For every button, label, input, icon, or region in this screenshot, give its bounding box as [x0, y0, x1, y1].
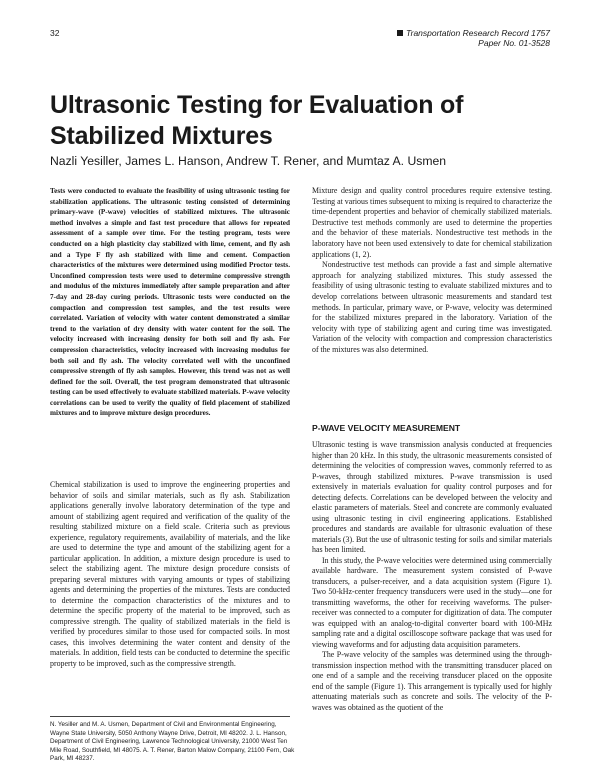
- journal-name: Transportation Research Record 1757: [406, 28, 550, 38]
- footnote-divider: [50, 716, 290, 717]
- paper-title: Ultrasonic Testing for Evaluation of Stabilized Mixtures: [50, 91, 464, 150]
- body-paragraph: Mixture design and quality control procedures require extensive testing. Testing at various times subsequent to mixing is required to characterize the time-dependent properties and behavior of chemically stabilized materials. Destructive test methods commonly are used to determine the properties and the behavior of these materials. Nondestructive test methods in the laboratory have not been used extensively to date for chemical stabilization applications (1, 2).: [312, 186, 552, 259]
- pwave-section: [312, 440, 552, 713]
- section-heading: P-WAVE VELOCITY MEASUREMENT: [312, 423, 461, 433]
- author-affiliations: N. Yesiller and M. A. Usmen, Department of Civil and Environmental Engineering, Wayne State University, 5050 Anthony Wayne Drive, Detroit, MI 48202. J. L. Hanson, Department of Civil Engineering, Lawrence Technological University, 21000 West Ten Mile Road, Southfield, MI 48075. A. T. Rener, Barton Malow Company, 21100 Fern, Oak Park, MI 48237.: [50, 721, 295, 763]
- page-number: 32: [50, 28, 60, 38]
- running-header: [397, 28, 550, 48]
- body-paragraph: Ultrasonic testing is wave transmission analysis conducted at frequencies higher than 20 kHz. In this study, the ultrasonic measurements consisted of determining the velocities of compression waves, commonly referred to as P-waves, through stabilized mixtures. P-wave transmission is used extensively in materials evaluation for quality control purposes and for detecting defects. Correlations can be developed between the velocity and elastic parameters of materials. Steel and concrete are commonly evaluated using ultrasonic testing in civil engineering applications. Established procedures and standards are available for ultrasonic evaluation of these materials (3). But the use of ultrasonic testing for soils and similar materials has been limited.: [312, 440, 552, 554]
- body-paragraph: In this study, the P-wave velocities were determined using commercially available hardware. The measurement system consisted of P-wave transducers, a pulser-receiver, and a data acquisition system (Figure 1). Two 50-kHz-center frequency transducers were used in the study—one for transmitting waveforms, the other for receiving waveforms. The pulser-receiver was connected to a computer for digitization of data. The computer was equipped with an analog-to-digital converter board with 100-MHz sampling rate and a digital oscilloscope software package that was used for viewing waveforms and for adjusting data acquisition parameters.: [312, 555, 552, 649]
- body-paragraph: Nondestructive test methods can provide a fast and simple alternative approach for analyzing stabilized mixtures. This study assessed the feasibility of using ultrasonic testing to evaluate stabilized mixtures and to develop correlations between ultrasonic measurements and standard test methods. In particular, primary wave, or P-wave, velocity was determined for the stabilized mixtures prepared in the laboratory. Variation of the velocity with type of stabilizing agent and curing time was investigated. Variation of the velocity with compaction and compression characteristics of the mixtures was also determined.: [312, 260, 552, 354]
- author-list: Nazli Yesiller, James L. Hanson, Andrew T. Rener, and Mumtaz A. Usmen: [50, 154, 447, 168]
- abstract-text: Tests were conducted to evaluate the feasibility of using ultrasonic testing for stabilization applications. The ultrasonic testing consisted of determining primary-wave (P-wave) velocities of stabilized mixtures. The ultrasonic method involves a simple and fast test procedure that allows for repeated assessment of a sample over time. For the testing program, tests were conducted on a high plasticity clay stabilized with lime, cement, and fly ash and a Type F fly ash stabilized with lime and cement. Compaction characteristics of the mixtures were determined using modified Proctor tests. Unconfined compression tests were used to determine compressive strength and modulus of the mixtures immediately after sample preparation and after 7-day and 28-day curing periods. Ultrasonic tests were conducted on the compaction and compression test samples, and the test results were correlated. Variation of velocity with water content demonstrated a similar trend to the variation of dry density with water content for the soil. The velocity increased with increasing density for both soil and fly ash. For compression characteristics, velocity increased with increasing modulus for both soil and fly ash. The velocity correlated well with the unconfined compressive strength of fly ash samples. However, this trend was not as well defined for the soil. Overall, the test program demonstrated that ultrasonic testing can be used effectively to evaluate stabilized materials. P-wave velocity correlations can be used to verify the quality of field placement of stabilized mixtures and to improve mixture design procedures.: [50, 187, 290, 418]
- introduction: [50, 480, 290, 669]
- intro-paragraph: Chemical stabilization is used to improve the engineering properties and behavior of soils and similar materials, such as fly ash. Stabilization applications generally involve laboratory determination of the type and amount of stabilizing agent required and verification of the quality of the resulting stabilized mixture on a field scale. Criteria such as previous experience, regulatory requirements, availability of materials, and the like are used to determine the type and amount of the stabilizing agent for a particular application. In addition, a mixture design procedure is used to select the stabilizing agent. The mixture design procedure consists of preparing several mixtures with varying amounts or types of stabilizing agents and determining the properties of the mixtures. Tests are conducted to determine the compaction characteristics of the mixtures and to determine the specific property of the material to be improved, such as compressive strength. The quality of stabilized materials in the field is verified by procedures similar to those used for compacted soils. In most cases, this involves determining the water content and density of the materials. In addition, field tests can be conducted to determine the specific property to be improved, such as the compressive strength.: [50, 480, 290, 668]
- paper-number: Paper No. 01-3528: [478, 38, 550, 48]
- right-column-intro: [312, 186, 552, 356]
- abstract: [50, 186, 290, 419]
- body-paragraph: The P-wave velocity of the samples was determined using the through-transmission inspection method with the transmitting transducer placed on one end of a sample and the receiving transducer placed on the opposite end of the sample (Figure 1). This arrangement is typically used for highly attenuating materials such as concrete and soils. The velocity of the P-waves was obtained as the quotient of the: [312, 650, 552, 712]
- square-bullet-icon: [397, 30, 403, 36]
